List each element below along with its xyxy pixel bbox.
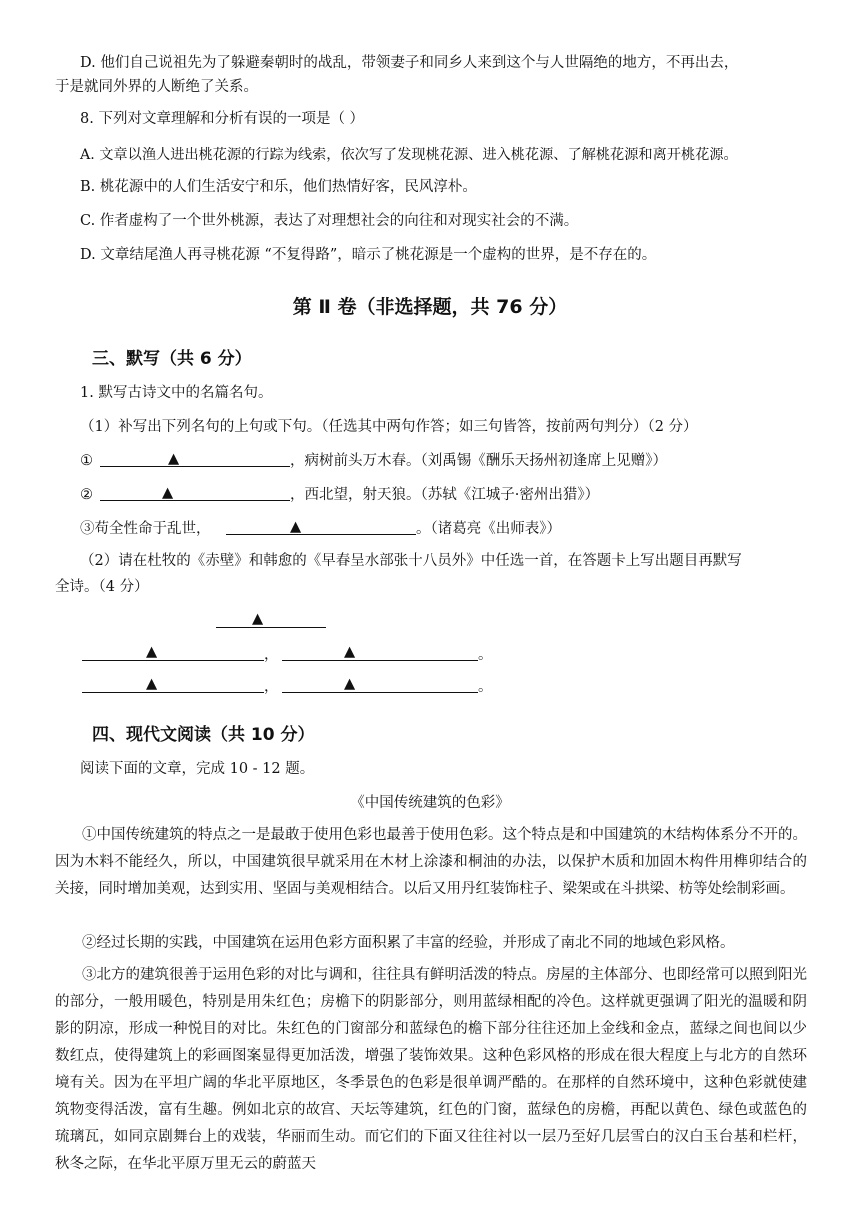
item1-number: ① [80, 453, 93, 469]
item2-number: ② [80, 487, 93, 503]
item3-suffix: 。（诸葛亮《出师表》） [416, 521, 561, 537]
article-title: 《中国传统建筑的色彩》 [350, 795, 510, 811]
item3-answer-blank[interactable] [226, 518, 416, 535]
q8-option-c: C. 作者虚构了一个世外桃源，表达了对理想社会的向往和对现实社会的不满。 [80, 213, 579, 229]
q8-option-a: A. 文章以渔人进出桃花源的行踪为线索，依次写了发现桃花源、进入桃花源、了解桃花源和离开桃花源。 [80, 147, 738, 163]
article-paragraph-3: ③北方的建筑很善于运用色彩的对比与调和，往往具有鲜明活泼的特点。房屋的主体部分、也即经常可以照到阳光的部分，一般用暖色，特别是用朱红色；房檐下的阴影部分，则用蓝绿相配的冷色。这样就更强调了阳光的温暖和阴影的阴凉，形成一种悦目的对比。朱红色的门窗部分和蓝绿色的檐下部分往往还加上金线和金点，蓝绿之间也间以少数红点，使得建筑上的彩画图案显得更加活泼，增强了装饰效果。这种色彩风格的形成在很大程度上与北方的自然环境有关。因为在平坦广阔的华北平原地区，冬季景色的色彩是很单调严酷的。在那样的自然环境中，这种色彩就使建筑物变得活泼，富有生趣。例如北京的故宫、天坛等建筑，红色的门窗，蓝绿色的房檐，再配以黄色、绿色或蓝色的琉璃瓦，如同京剧舞台上的戏装，华丽而生动。而它们的下面又往往衬以一层乃至好几层雪白的汉白玉台基和栏杆，秋冬之际，在华北平原万里无云的蔚蓝天 [55, 967, 807, 1172]
section3-heading: 三、默写（共 6 分） [92, 349, 252, 369]
article-paragraph-1: ①中国传统建筑的特点之一是最敢于使用色彩也最善于使用色彩。这个特点是和中国建筑的木结构体系分不开的。因为木料不能经久，所以，中国建筑很早就采用在木材上涂漆和桐油的办法，以保护木质和加固木构件用榫卯结合的关接，同时增加美观，达到实用、坚固与美观相结合。以后又用丹红装饰柱子、梁架或在斗拱梁、枋等处绘制彩画。 [55, 827, 807, 897]
item1-text: ，病树前头万木春。（刘禹锡《酬乐天扬州初逢席上见赠》） [290, 453, 667, 469]
poem-line2-left-marker-icon: ▲ [146, 676, 158, 692]
section3-sub2-line2: 全诗。（4 分） [55, 579, 149, 595]
poem-line1-right-blank[interactable] [282, 644, 478, 661]
section3-q1: 1. 默写古诗文中的名篇名句。 [80, 385, 273, 401]
poem-line1-period: 。 [478, 647, 493, 663]
poem-line2-right-marker-icon: ▲ [344, 676, 356, 692]
poem-title-marker-icon: ▲ [252, 611, 264, 627]
item2-text: ，西北望，射天狼。（苏轼《江城子·密州出猎》） [290, 487, 600, 503]
poem-line2-left-blank[interactable] [82, 676, 264, 693]
poem-line2-period: 。 [478, 679, 493, 695]
q8-stem: 8. 下列对文章理解和分析有误的一项是（ ） [80, 111, 365, 127]
poem-line1-comma: ， [264, 647, 279, 663]
item1-marker-icon: ▲ [168, 451, 180, 467]
poem-line1-left-marker-icon: ▲ [146, 644, 158, 660]
poem-line2-comma: ， [264, 679, 279, 695]
q8-option-d: D. 文章结尾渔人再寻桃花源 “不复得路”，暗示了桃花源是一个虚构的世界，是不存在的。 [80, 247, 657, 263]
section3-sub1: （1）补写出下列名句的上句或下句。（任选其中两句作答；如三句皆答，按前两句判分）（2 分） [80, 419, 698, 435]
q8-option-b: B. 桃花源中的人们生活安宁和乐，他们热情好客，民风淳朴。 [80, 179, 477, 195]
q7-option-d-line2: 于是就同外界的人断绝了关系。 [55, 79, 258, 95]
q7-option-d-line1: D. 他们自己说祖先为了躲避秦朝时的战乱，带领妻子和同乡人来到这个与人世隔绝的地方，不再出去， [80, 55, 739, 71]
item2-answer-blank[interactable] [100, 484, 290, 501]
poem-title-blank[interactable] [216, 611, 326, 628]
article-paragraph-2: ②经过长期的实践，中国建筑在运用色彩方面积累了丰富的经验，并形成了南北不同的地域色彩风格。 [82, 935, 735, 951]
poem-line2-right-blank[interactable] [282, 676, 478, 693]
item3-prefix: ③苟全性命于乱世， [80, 521, 211, 537]
poem-line1-left-blank[interactable] [82, 644, 264, 661]
section3-sub2-line1: （2）请在杜牧的《赤壁》和韩愈的《早春呈水部张十八员外》中任选一首，在答题卡上写出题目再默写 [80, 553, 742, 569]
item1-answer-blank[interactable] [100, 450, 290, 467]
item3-marker-icon: ▲ [290, 519, 302, 535]
poem-line1-right-marker-icon: ▲ [344, 644, 356, 660]
section4-intro: 阅读下面的文章，完成 10 - 12 题。 [80, 761, 315, 777]
part2-title: 第 Ⅱ 卷（非选择题，共 76 分） [292, 296, 568, 318]
item2-marker-icon: ▲ [162, 485, 174, 501]
section4-heading: 四、现代文阅读（共 10 分） [92, 725, 315, 745]
